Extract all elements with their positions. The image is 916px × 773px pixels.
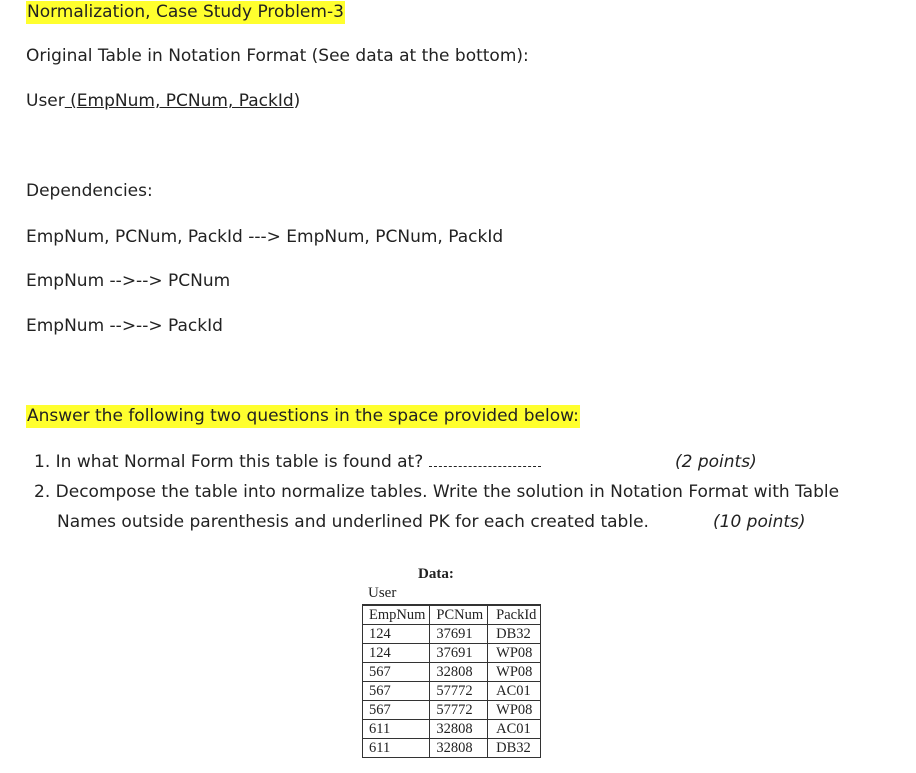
table-cell: 37691 [430, 644, 488, 663]
heading: Normalization, Case Study Problem-3 [27, 2, 344, 22]
column-header: PackId [488, 605, 541, 625]
table-cell: WP08 [488, 663, 541, 682]
dependency-3: EmpNum -->--> PackId [26, 316, 223, 336]
question-1-text: In what Normal Form this table is found at? [55, 452, 424, 472]
table-cell: 37691 [430, 625, 488, 644]
table-row [363, 663, 541, 682]
notation-attributes: EmpNum, PCNum, PackId [76, 91, 294, 111]
table-row [363, 720, 541, 739]
table-row [363, 644, 541, 663]
data-table-name: User [368, 585, 397, 601]
table-cell: 611 [363, 720, 430, 739]
table-cell: DB32 [488, 739, 541, 758]
question-2-number: 2. [34, 482, 51, 502]
table-cell: 124 [363, 625, 430, 644]
column-header: PCNum [430, 605, 488, 625]
table-cell: WP08 [488, 644, 541, 663]
table-cell: WP08 [488, 701, 541, 720]
table-row [363, 701, 541, 720]
table-cell: DB32 [488, 625, 541, 644]
table-cell: 57772 [430, 701, 488, 720]
table-cell: 57772 [430, 682, 488, 701]
column-header: EmpNum [363, 605, 430, 625]
dependencies-label: Dependencies: [26, 181, 153, 201]
answer-blank [429, 454, 541, 467]
question-2 [34, 482, 839, 502]
question-1-number: 1. [34, 452, 51, 472]
question-2-points: (10 points) [713, 512, 806, 532]
table-cell: AC01 [488, 720, 541, 739]
table-cell: 567 [363, 663, 430, 682]
question-1-points: (2 points) [675, 452, 757, 472]
notation-line [26, 91, 300, 111]
original-table-label: Original Table in Notation Format (See data at the bottom): [26, 46, 529, 66]
notation-table-name: User [26, 91, 65, 111]
dependency-2: EmpNum -->--> PCNum [26, 271, 231, 291]
notation-open: ( [64, 91, 77, 111]
table-cell: AC01 [488, 682, 541, 701]
data-table [362, 604, 541, 758]
table-row [363, 625, 541, 644]
table-row [363, 739, 541, 758]
notation-close: ) [293, 91, 301, 111]
table-cell: 567 [363, 682, 430, 701]
table-cell: 32808 [430, 739, 488, 758]
instructions: Answer the following two questions in the space provided below: [27, 406, 579, 426]
table-row [363, 682, 541, 701]
table-cell: 611 [363, 739, 430, 758]
table-cell: 32808 [430, 663, 488, 682]
dependency-1: EmpNum, PCNum, PackId ---> EmpNum, PCNum, PackId [26, 227, 504, 247]
table-cell: 32808 [430, 720, 488, 739]
table-header-row [363, 605, 541, 625]
table-cell: 567 [363, 701, 430, 720]
question-1 [34, 452, 541, 472]
table-cell: 124 [363, 644, 430, 663]
question-2-text-line2: Names outside parenthesis and underlined PK for each created table. [57, 512, 649, 532]
data-title: Data: [418, 566, 454, 582]
question-2-text: Decompose the table into normalize tables. Write the solution in Notation Format with Table [55, 482, 840, 502]
